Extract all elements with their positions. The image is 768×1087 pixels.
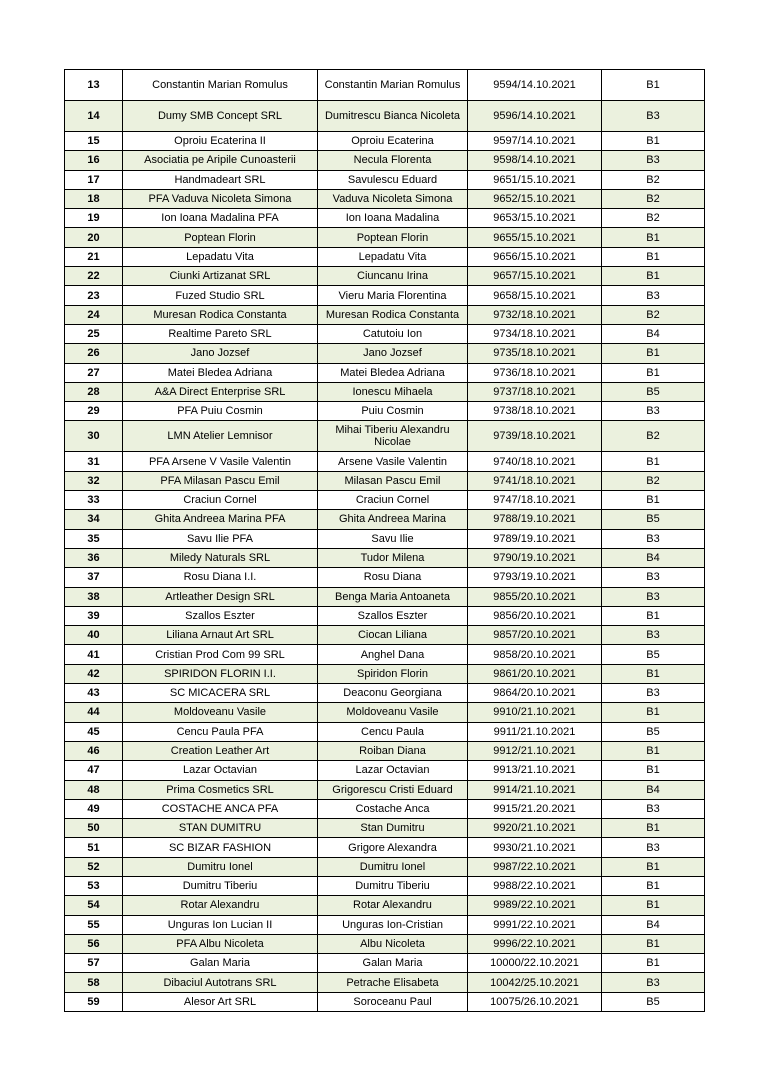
nr-cell: 48	[65, 780, 123, 799]
registration-cell: 9747/18.10.2021	[468, 491, 602, 510]
company-cell: Dumitru Tiberiu	[123, 876, 318, 895]
company-cell: Rosu Diana I.I.	[123, 568, 318, 587]
company-cell: SC MICACERA SRL	[123, 684, 318, 703]
category-cell: B1	[602, 132, 705, 151]
registration-cell: 9658/15.10.2021	[468, 286, 602, 305]
table-row	[65, 151, 705, 170]
registration-cell: 9914/21.10.2021	[468, 780, 602, 799]
nr-cell: 19	[65, 209, 123, 228]
table-row	[65, 529, 705, 548]
person-cell: Ciocan Liliana	[318, 626, 468, 645]
person-cell: Albu Nicoleta	[318, 934, 468, 953]
nr-cell: 47	[65, 761, 123, 780]
category-cell: B1	[602, 606, 705, 625]
person-cell: Costache Anca	[318, 799, 468, 818]
registration-cell: 9987/22.10.2021	[468, 857, 602, 876]
category-cell: B1	[602, 267, 705, 286]
company-cell: Unguras Ion Lucian II	[123, 915, 318, 934]
category-cell: B1	[602, 491, 705, 510]
company-cell: Fuzed Studio SRL	[123, 286, 318, 305]
table-row	[65, 344, 705, 363]
person-cell: Tudor Milena	[318, 548, 468, 567]
registration-cell: 10075/26.10.2021	[468, 992, 602, 1011]
company-cell: Dumy SMB Concept SRL	[123, 101, 318, 132]
person-cell: Dumitrescu Bianca Nicoleta	[318, 101, 468, 132]
company-cell: Oproiu Ecaterina II	[123, 132, 318, 151]
registration-cell: 9913/21.10.2021	[468, 761, 602, 780]
category-cell: B1	[602, 741, 705, 760]
nr-cell: 35	[65, 529, 123, 548]
registration-cell: 9991/22.10.2021	[468, 915, 602, 934]
table-row	[65, 780, 705, 799]
company-cell: Muresan Rodica Constanta	[123, 305, 318, 324]
table-row	[65, 189, 705, 208]
nr-cell: 43	[65, 684, 123, 703]
nr-cell: 20	[65, 228, 123, 247]
category-cell: B4	[602, 915, 705, 934]
registration-cell: 9910/21.10.2021	[468, 703, 602, 722]
category-cell: B4	[602, 780, 705, 799]
table-row	[65, 973, 705, 992]
registration-cell: 9988/22.10.2021	[468, 876, 602, 895]
person-cell: Petrache Elisabeta	[318, 973, 468, 992]
person-cell: Milasan Pascu Emil	[318, 471, 468, 490]
registration-cell: 9920/21.10.2021	[468, 819, 602, 838]
person-cell: Arsene Vasile Valentin	[318, 452, 468, 471]
table-row	[65, 491, 705, 510]
table-row	[65, 548, 705, 567]
nr-cell: 55	[65, 915, 123, 934]
registration-cell: 9864/20.10.2021	[468, 684, 602, 703]
nr-cell: 16	[65, 151, 123, 170]
category-cell: B2	[602, 189, 705, 208]
table-row	[65, 286, 705, 305]
table-row	[65, 626, 705, 645]
nr-cell: 25	[65, 324, 123, 343]
company-cell: Asociatia pe Aripile Cunoasterii	[123, 151, 318, 170]
table-row	[65, 587, 705, 606]
category-cell: B5	[602, 992, 705, 1011]
company-cell: SC BIZAR FASHION	[123, 838, 318, 857]
company-cell: Ion Ioana Madalina PFA	[123, 209, 318, 228]
table-row	[65, 992, 705, 1011]
category-cell: B2	[602, 209, 705, 228]
category-cell: B1	[602, 857, 705, 876]
category-cell: B3	[602, 799, 705, 818]
registration-cell: 9732/18.10.2021	[468, 305, 602, 324]
registration-cell: 9788/19.10.2021	[468, 510, 602, 529]
category-cell: B3	[602, 684, 705, 703]
category-cell: B3	[602, 151, 705, 170]
person-cell: Spiridon Florin	[318, 664, 468, 683]
person-cell: Vaduva Nicoleta Simona	[318, 189, 468, 208]
table-row	[65, 568, 705, 587]
table-row	[65, 101, 705, 132]
category-cell: B1	[602, 228, 705, 247]
category-cell: B3	[602, 286, 705, 305]
company-cell: PFA Arsene V Vasile Valentin	[123, 452, 318, 471]
registration-cell: 9657/15.10.2021	[468, 267, 602, 286]
registration-cell: 9656/15.10.2021	[468, 247, 602, 266]
company-cell: Matei Bledea Adriana	[123, 363, 318, 382]
nr-cell: 17	[65, 170, 123, 189]
category-cell: B5	[602, 645, 705, 664]
category-cell: B1	[602, 344, 705, 363]
table-row	[65, 761, 705, 780]
nr-cell: 58	[65, 973, 123, 992]
person-cell: Rosu Diana	[318, 568, 468, 587]
registration-cell: 9736/18.10.2021	[468, 363, 602, 382]
registration-cell: 10042/25.10.2021	[468, 973, 602, 992]
table-row	[65, 838, 705, 857]
category-cell: B1	[602, 703, 705, 722]
person-cell: Unguras Ion-Cristian	[318, 915, 468, 934]
registration-cell: 9789/19.10.2021	[468, 529, 602, 548]
table-row	[65, 228, 705, 247]
company-cell: Poptean Florin	[123, 228, 318, 247]
nr-cell: 33	[65, 491, 123, 510]
registration-cell: 9793/19.10.2021	[468, 568, 602, 587]
table-row	[65, 934, 705, 953]
category-cell: B1	[602, 70, 705, 101]
registry-table	[64, 69, 705, 1012]
nr-cell: 37	[65, 568, 123, 587]
category-cell: B3	[602, 973, 705, 992]
registration-cell: 9915/21.20.2021	[468, 799, 602, 818]
table-row	[65, 722, 705, 741]
registration-cell: 9911/21.10.2021	[468, 722, 602, 741]
nr-cell: 15	[65, 132, 123, 151]
registration-cell: 9912/21.10.2021	[468, 741, 602, 760]
company-cell: LMN Atelier Lemnisor	[123, 421, 318, 452]
company-cell: Szallos Eszter	[123, 606, 318, 625]
nr-cell: 50	[65, 819, 123, 838]
registry-table-body	[65, 70, 705, 1012]
table-row	[65, 421, 705, 452]
person-cell: Ciuncanu Irina	[318, 267, 468, 286]
nr-cell: 32	[65, 471, 123, 490]
category-cell: B2	[602, 305, 705, 324]
table-row	[65, 209, 705, 228]
nr-cell: 39	[65, 606, 123, 625]
person-cell: Jano Jozsef	[318, 344, 468, 363]
nr-cell: 53	[65, 876, 123, 895]
category-cell: B1	[602, 363, 705, 382]
table-row	[65, 267, 705, 286]
table-row	[65, 132, 705, 151]
registration-cell: 9655/15.10.2021	[468, 228, 602, 247]
table-row	[65, 606, 705, 625]
table-row	[65, 954, 705, 973]
table-row	[65, 382, 705, 401]
registration-cell: 9740/18.10.2021	[468, 452, 602, 471]
category-cell: B5	[602, 510, 705, 529]
nr-cell: 46	[65, 741, 123, 760]
category-cell: B1	[602, 896, 705, 915]
category-cell: B1	[602, 934, 705, 953]
person-cell: Dumitru Ionel	[318, 857, 468, 876]
category-cell: B1	[602, 452, 705, 471]
company-cell: Handmadeart SRL	[123, 170, 318, 189]
company-cell: STAN DUMITRU	[123, 819, 318, 838]
registration-cell: 9989/22.10.2021	[468, 896, 602, 915]
company-cell: Lazar Octavian	[123, 761, 318, 780]
company-cell: SPIRIDON FLORIN I.I.	[123, 664, 318, 683]
registration-cell: 9651/15.10.2021	[468, 170, 602, 189]
category-cell: B3	[602, 568, 705, 587]
nr-cell: 54	[65, 896, 123, 915]
company-cell: PFA Albu Nicoleta	[123, 934, 318, 953]
nr-cell: 28	[65, 382, 123, 401]
person-cell: Roiban Diana	[318, 741, 468, 760]
registration-cell: 9734/18.10.2021	[468, 324, 602, 343]
nr-cell: 18	[65, 189, 123, 208]
person-cell: Cencu Paula	[318, 722, 468, 741]
category-cell: B1	[602, 761, 705, 780]
nr-cell: 56	[65, 934, 123, 953]
person-cell: Anghel Dana	[318, 645, 468, 664]
table-row	[65, 664, 705, 683]
company-cell: PFA Puiu Cosmin	[123, 402, 318, 421]
company-cell: Lepadatu Vita	[123, 247, 318, 266]
category-cell: B3	[602, 101, 705, 132]
category-cell: B1	[602, 664, 705, 683]
nr-cell: 41	[65, 645, 123, 664]
company-cell: Craciun Cornel	[123, 491, 318, 510]
category-cell: B3	[602, 529, 705, 548]
table-row	[65, 799, 705, 818]
nr-cell: 14	[65, 101, 123, 132]
category-cell: B5	[602, 722, 705, 741]
registration-cell: 9930/21.10.2021	[468, 838, 602, 857]
company-cell: Ciunki Artizanat SRL	[123, 267, 318, 286]
table-row	[65, 876, 705, 895]
person-cell: Mihai Tiberiu Alexandru Nicolae	[318, 421, 468, 452]
category-cell: B5	[602, 382, 705, 401]
table-row	[65, 857, 705, 876]
company-cell: Ghita Andreea Marina PFA	[123, 510, 318, 529]
person-cell: Oproiu Ecaterina	[318, 132, 468, 151]
registration-cell: 9738/18.10.2021	[468, 402, 602, 421]
registration-cell: 9735/18.10.2021	[468, 344, 602, 363]
category-cell: B3	[602, 587, 705, 606]
nr-cell: 30	[65, 421, 123, 452]
nr-cell: 34	[65, 510, 123, 529]
nr-cell: 38	[65, 587, 123, 606]
nr-cell: 45	[65, 722, 123, 741]
person-cell: Matei Bledea Adriana	[318, 363, 468, 382]
registration-cell: 10000/22.10.2021	[468, 954, 602, 973]
company-cell: Creation Leather Art	[123, 741, 318, 760]
category-cell: B1	[602, 954, 705, 973]
company-cell: Artleather Design SRL	[123, 587, 318, 606]
table-row	[65, 170, 705, 189]
person-cell: Grigore Alexandra	[318, 838, 468, 857]
person-cell: Ion Ioana Madalina	[318, 209, 468, 228]
person-cell: Moldoveanu Vasile	[318, 703, 468, 722]
person-cell: Dumitru Tiberiu	[318, 876, 468, 895]
registration-cell: 9856/20.10.2021	[468, 606, 602, 625]
person-cell: Savu Ilie	[318, 529, 468, 548]
nr-cell: 21	[65, 247, 123, 266]
registration-cell: 9858/20.10.2021	[468, 645, 602, 664]
category-cell: B3	[602, 626, 705, 645]
table-row	[65, 247, 705, 266]
company-cell: PFA Milasan Pascu Emil	[123, 471, 318, 490]
nr-cell: 57	[65, 954, 123, 973]
category-cell: B4	[602, 548, 705, 567]
person-cell: Constantin Marian Romulus	[318, 70, 468, 101]
company-cell: Prima Cosmetics SRL	[123, 780, 318, 799]
person-cell: Puiu Cosmin	[318, 402, 468, 421]
company-cell: Alesor Art SRL	[123, 992, 318, 1011]
registration-cell: 9996/22.10.2021	[468, 934, 602, 953]
company-cell: Miledy Naturals SRL	[123, 548, 318, 567]
person-cell: Poptean Florin	[318, 228, 468, 247]
person-cell: Vieru Maria Florentina	[318, 286, 468, 305]
registration-cell: 9737/18.10.2021	[468, 382, 602, 401]
person-cell: Deaconu Georgiana	[318, 684, 468, 703]
table-row	[65, 684, 705, 703]
registration-cell: 9653/15.10.2021	[468, 209, 602, 228]
table-row	[65, 896, 705, 915]
company-cell: PFA Vaduva Nicoleta Simona	[123, 189, 318, 208]
company-cell: A&A Direct Enterprise SRL	[123, 382, 318, 401]
company-cell: Savu Ilie PFA	[123, 529, 318, 548]
registration-cell: 9596/14.10.2021	[468, 101, 602, 132]
registration-cell: 9857/20.10.2021	[468, 626, 602, 645]
nr-cell: 23	[65, 286, 123, 305]
nr-cell: 51	[65, 838, 123, 857]
company-cell: Liliana Arnaut Art SRL	[123, 626, 318, 645]
person-cell: Stan Dumitru	[318, 819, 468, 838]
nr-cell: 26	[65, 344, 123, 363]
table-row	[65, 305, 705, 324]
table-row	[65, 510, 705, 529]
company-cell: Realtime Pareto SRL	[123, 324, 318, 343]
category-cell: B2	[602, 170, 705, 189]
table-row	[65, 363, 705, 382]
table-row	[65, 471, 705, 490]
registration-cell: 9598/14.10.2021	[468, 151, 602, 170]
person-cell: Lepadatu Vita	[318, 247, 468, 266]
company-cell: Dibaciul Autotrans SRL	[123, 973, 318, 992]
registration-cell: 9597/14.10.2021	[468, 132, 602, 151]
company-cell: Galan Maria	[123, 954, 318, 973]
company-cell: Cristian Prod Com 99 SRL	[123, 645, 318, 664]
person-cell: Soroceanu Paul	[318, 992, 468, 1011]
person-cell: Ionescu Mihaela	[318, 382, 468, 401]
person-cell: Szallos Eszter	[318, 606, 468, 625]
table-row	[65, 324, 705, 343]
nr-cell: 59	[65, 992, 123, 1011]
company-cell: Constantin Marian Romulus	[123, 70, 318, 101]
table-row	[65, 402, 705, 421]
registration-cell: 9861/20.10.2021	[468, 664, 602, 683]
person-cell: Muresan Rodica Constanta	[318, 305, 468, 324]
company-cell: Jano Jozsef	[123, 344, 318, 363]
table-row	[65, 452, 705, 471]
company-cell: Dumitru Ionel	[123, 857, 318, 876]
nr-cell: 49	[65, 799, 123, 818]
category-cell: B1	[602, 876, 705, 895]
category-cell: B3	[602, 402, 705, 421]
nr-cell: 42	[65, 664, 123, 683]
person-cell: Craciun Cornel	[318, 491, 468, 510]
person-cell: Benga Maria Antoaneta	[318, 587, 468, 606]
company-cell: Cencu Paula PFA	[123, 722, 318, 741]
company-cell: Rotar Alexandru	[123, 896, 318, 915]
table-row	[65, 703, 705, 722]
nr-cell: 31	[65, 452, 123, 471]
registration-cell: 9739/18.10.2021	[468, 421, 602, 452]
registration-cell: 9594/14.10.2021	[468, 70, 602, 101]
person-cell: Grigorescu Cristi Eduard	[318, 780, 468, 799]
category-cell: B1	[602, 819, 705, 838]
nr-cell: 52	[65, 857, 123, 876]
company-cell: Moldoveanu Vasile	[123, 703, 318, 722]
company-cell: COSTACHE ANCA PFA	[123, 799, 318, 818]
table-row	[65, 819, 705, 838]
registration-cell: 9652/15.10.2021	[468, 189, 602, 208]
nr-cell: 22	[65, 267, 123, 286]
category-cell: B1	[602, 247, 705, 266]
person-cell: Rotar Alexandru	[318, 896, 468, 915]
nr-cell: 44	[65, 703, 123, 722]
category-cell: B2	[602, 471, 705, 490]
person-cell: Catutoiu Ion	[318, 324, 468, 343]
table-row	[65, 70, 705, 101]
table-row	[65, 645, 705, 664]
person-cell: Lazar Octavian	[318, 761, 468, 780]
category-cell: B4	[602, 324, 705, 343]
registration-cell: 9741/18.10.2021	[468, 471, 602, 490]
person-cell: Ghita Andreea Marina	[318, 510, 468, 529]
nr-cell: 40	[65, 626, 123, 645]
table-row	[65, 741, 705, 760]
table-row	[65, 915, 705, 934]
nr-cell: 24	[65, 305, 123, 324]
category-cell: B2	[602, 421, 705, 452]
nr-cell: 29	[65, 402, 123, 421]
person-cell: Necula Florenta	[318, 151, 468, 170]
registration-cell: 9790/19.10.2021	[468, 548, 602, 567]
registration-cell: 9855/20.10.2021	[468, 587, 602, 606]
nr-cell: 27	[65, 363, 123, 382]
category-cell: B3	[602, 838, 705, 857]
person-cell: Galan Maria	[318, 954, 468, 973]
person-cell: Savulescu Eduard	[318, 170, 468, 189]
nr-cell: 13	[65, 70, 123, 101]
nr-cell: 36	[65, 548, 123, 567]
